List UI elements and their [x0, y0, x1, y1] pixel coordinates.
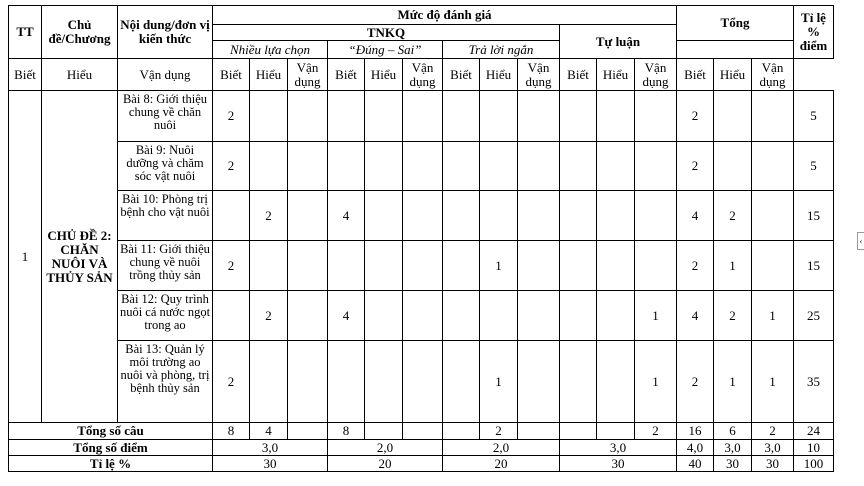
matrix-cell: 5	[794, 91, 834, 142]
matrix-cell: 1	[635, 291, 677, 341]
total-questions-cell	[518, 423, 560, 440]
level-van-dung-header: Vận dụng	[118, 59, 213, 91]
topic-name: Bài 10: Phòng trị bệnh cho vật nuôi	[118, 191, 213, 241]
matrix-cell	[328, 341, 365, 423]
matrix-cell	[560, 341, 597, 423]
level-biet-header: Biết	[328, 59, 365, 91]
matrix-cell	[403, 241, 443, 291]
matrix-cell	[288, 241, 328, 291]
total-questions-cell	[597, 423, 635, 440]
topic-row	[9, 341, 834, 423]
matrix-cell	[518, 142, 560, 191]
matrix-cell	[560, 291, 597, 341]
matrix-cell	[328, 91, 365, 142]
header-true-false: “Đúng – Sai”	[328, 41, 443, 59]
total-questions-cell	[288, 423, 328, 440]
total-questions-cell: 2	[635, 423, 677, 440]
level-biet-header: Biết	[213, 59, 250, 91]
level-van-dung-header: Vận dụng	[288, 59, 328, 91]
total-questions-cell: 8	[328, 423, 365, 440]
matrix-cell	[250, 142, 288, 191]
matrix-cell: 1	[480, 241, 518, 291]
matrix-cell	[443, 291, 480, 341]
level-header-row	[9, 59, 834, 91]
score-total-biet: 4,0	[677, 440, 714, 456]
score-true-false: 2,0	[328, 440, 443, 456]
total-questions-cell: 16	[677, 423, 714, 440]
matrix-cell: 15	[794, 191, 834, 241]
level-biet-header: Biết	[443, 59, 480, 91]
matrix-cell	[560, 241, 597, 291]
matrix-cell	[518, 191, 560, 241]
total-questions-cell: 2	[752, 423, 794, 440]
matrix-cell	[365, 191, 403, 241]
total-questions-row	[9, 423, 834, 440]
score-total-vandung: 3,0	[752, 440, 794, 456]
matrix-cell	[714, 91, 752, 142]
topic-row	[9, 241, 834, 291]
matrix-cell	[518, 241, 560, 291]
matrix-cell	[403, 341, 443, 423]
matrix-cell: 2	[677, 91, 714, 142]
matrix-cell	[752, 191, 794, 241]
matrix-cell: 4	[677, 291, 714, 341]
matrix-cell	[443, 142, 480, 191]
header-percent-score: Tỉ lệ % điểm	[794, 6, 834, 59]
matrix-cell	[250, 341, 288, 423]
matrix-cell: 25	[794, 291, 834, 341]
matrix-cell: 4	[328, 191, 365, 241]
matrix-cell	[518, 91, 560, 142]
level-biet-header: Biết	[9, 59, 42, 91]
matrix-cell: 2	[213, 241, 250, 291]
total-percent-label: Tỉ lệ %	[9, 456, 213, 472]
matrix-cell: 2	[213, 142, 250, 191]
header-multi-choice: Nhiều lựa chọn	[213, 41, 328, 59]
level-hieu-header: Hiểu	[42, 59, 118, 91]
matrix-cell: 2	[677, 341, 714, 423]
level-hieu-header: Hiểu	[365, 59, 403, 91]
percent-total-vandung: 30	[752, 456, 794, 472]
topic-name: Bài 12: Quy trình nuôi cá nước ngọt trong ao	[118, 291, 213, 341]
percent-multi-choice: 30	[213, 456, 328, 472]
total-questions-cell	[403, 423, 443, 440]
header-level: Mức độ đánh giá	[213, 6, 677, 25]
matrix-cell: 1	[635, 341, 677, 423]
matrix-cell	[403, 91, 443, 142]
matrix-cell	[480, 291, 518, 341]
matrix-cell	[365, 142, 403, 191]
percent-true-false: 20	[328, 456, 443, 472]
topic-name: Bài 9: Nuôi dưỡng và chăm sóc vật nuôi	[118, 142, 213, 191]
topic-row	[9, 291, 834, 341]
matrix-cell	[403, 191, 443, 241]
matrix-cell	[365, 291, 403, 341]
matrix-cell: 15	[794, 241, 834, 291]
level-hieu-header: Hiểu	[480, 59, 518, 91]
matrix-cell	[328, 142, 365, 191]
header-essay: Tự luận	[560, 25, 677, 59]
topic-row	[9, 142, 834, 191]
matrix-cell	[213, 291, 250, 341]
matrix-cell	[365, 241, 403, 291]
percent-total-biet: 40	[677, 456, 714, 472]
matrix-cell: 2	[714, 291, 752, 341]
header-tt: TT	[9, 6, 42, 59]
topic-row	[9, 191, 834, 241]
matrix-cell: 1	[752, 341, 794, 423]
assessment-matrix-table	[8, 5, 834, 472]
matrix-cell	[752, 142, 794, 191]
level-van-dung-header: Vận dụng	[635, 59, 677, 91]
level-hieu-header: Hiểu	[714, 59, 752, 91]
side-handle[interactable]: ‹	[857, 232, 864, 250]
matrix-cell: 5	[794, 142, 834, 191]
header-total: Tổng	[677, 6, 794, 41]
level-biet-header: Biết	[677, 59, 714, 91]
matrix-cell: 4	[328, 291, 365, 341]
matrix-cell	[288, 341, 328, 423]
total-questions-label: Tổng số câu	[9, 423, 213, 440]
matrix-cell	[597, 142, 635, 191]
total-score-row	[9, 440, 834, 456]
matrix-cell	[752, 241, 794, 291]
matrix-cell	[365, 91, 403, 142]
level-van-dung-header: Vận dụng	[403, 59, 443, 91]
matrix-cell: 2	[250, 191, 288, 241]
topic-row	[9, 91, 834, 142]
matrix-cell	[560, 91, 597, 142]
row-number: 1	[9, 91, 42, 423]
total-score-label: Tổng số điểm	[9, 440, 213, 456]
total-questions-cell: 4	[250, 423, 288, 440]
matrix-cell	[443, 191, 480, 241]
total-questions-cell: 24	[794, 423, 834, 440]
matrix-cell: 1	[480, 341, 518, 423]
matrix-cell	[288, 291, 328, 341]
matrix-cell: 2	[677, 142, 714, 191]
total-questions-cell	[560, 423, 597, 440]
matrix-cell	[597, 341, 635, 423]
score-multi-choice: 3,0	[213, 440, 328, 456]
matrix-cell	[635, 241, 677, 291]
matrix-cell	[480, 191, 518, 241]
matrix-cell	[443, 341, 480, 423]
matrix-cell	[365, 341, 403, 423]
topic-name: Bài 11: Giới thiệu chung về nuôi trồng thủy sản	[118, 241, 213, 291]
matrix-cell	[752, 91, 794, 142]
matrix-cell	[597, 291, 635, 341]
matrix-cell	[288, 91, 328, 142]
matrix-cell	[443, 91, 480, 142]
matrix-cell	[480, 142, 518, 191]
matrix-cell	[250, 91, 288, 142]
matrix-cell	[597, 191, 635, 241]
level-hieu-header: Hiểu	[250, 59, 288, 91]
total-percent-row	[9, 456, 834, 472]
matrix-cell	[560, 191, 597, 241]
matrix-cell	[635, 142, 677, 191]
total-questions-cell	[443, 423, 480, 440]
matrix-cell	[635, 91, 677, 142]
matrix-cell: 1	[714, 241, 752, 291]
matrix-cell: 2	[250, 291, 288, 341]
percent-short-answer: 20	[443, 456, 560, 472]
matrix-cell: 1	[752, 291, 794, 341]
header-tnkq: TNKQ	[213, 25, 560, 41]
matrix-cell	[560, 142, 597, 191]
level-van-dung-header: Vận dụng	[752, 59, 794, 91]
matrix-cell	[213, 191, 250, 241]
percent-essay: 30	[560, 456, 677, 472]
score-total-all: 10	[794, 440, 834, 456]
matrix-cell	[597, 241, 635, 291]
level-van-dung-header: Vận dụng	[518, 59, 560, 91]
matrix-cell	[443, 241, 480, 291]
total-questions-cell: 2	[480, 423, 518, 440]
matrix-cell	[518, 341, 560, 423]
matrix-cell	[714, 142, 752, 191]
score-essay: 3,0	[560, 440, 677, 456]
matrix-cell: 35	[794, 341, 834, 423]
level-biet-header: Biết	[560, 59, 597, 91]
topic-name: Bài 13: Quản lý môi trường ao nuôi và phòng, trị bệnh thủy sản	[118, 341, 213, 423]
percent-total-all: 100	[794, 456, 834, 472]
matrix-cell: 1	[714, 341, 752, 423]
matrix-cell	[250, 241, 288, 291]
matrix-cell: 2	[213, 341, 250, 423]
score-short-answer: 2,0	[443, 440, 560, 456]
matrix-cell	[288, 142, 328, 191]
chapter-name: CHỦ ĐỀ 2: CHĂN NUÔI VÀ THỦY SẢN	[42, 91, 118, 423]
matrix-cell	[597, 91, 635, 142]
matrix-cell: 4	[677, 191, 714, 241]
score-total-hieu: 3,0	[714, 440, 752, 456]
total-questions-cell: 8	[213, 423, 250, 440]
matrix-cell	[518, 291, 560, 341]
matrix-cell: 2	[677, 241, 714, 291]
matrix-cell: 2	[714, 191, 752, 241]
matrix-cell	[480, 91, 518, 142]
total-questions-cell	[365, 423, 403, 440]
header-content: Nội dung/đơn vị kiến thức	[118, 6, 213, 59]
matrix-cell: 2	[213, 91, 250, 142]
header-short-answer: Trả lời ngắn	[443, 41, 560, 59]
matrix-cell	[288, 191, 328, 241]
matrix-cell	[328, 241, 365, 291]
percent-total-hieu: 30	[714, 456, 752, 472]
total-questions-cell: 6	[714, 423, 752, 440]
matrix-cell	[403, 291, 443, 341]
topic-name: Bài 8: Giới thiệu chung về chăn nuôi	[118, 91, 213, 142]
level-hieu-header: Hiểu	[597, 59, 635, 91]
matrix-cell	[403, 142, 443, 191]
matrix-cell	[635, 191, 677, 241]
header-chapter: Chủ đề/Chương	[42, 6, 118, 59]
